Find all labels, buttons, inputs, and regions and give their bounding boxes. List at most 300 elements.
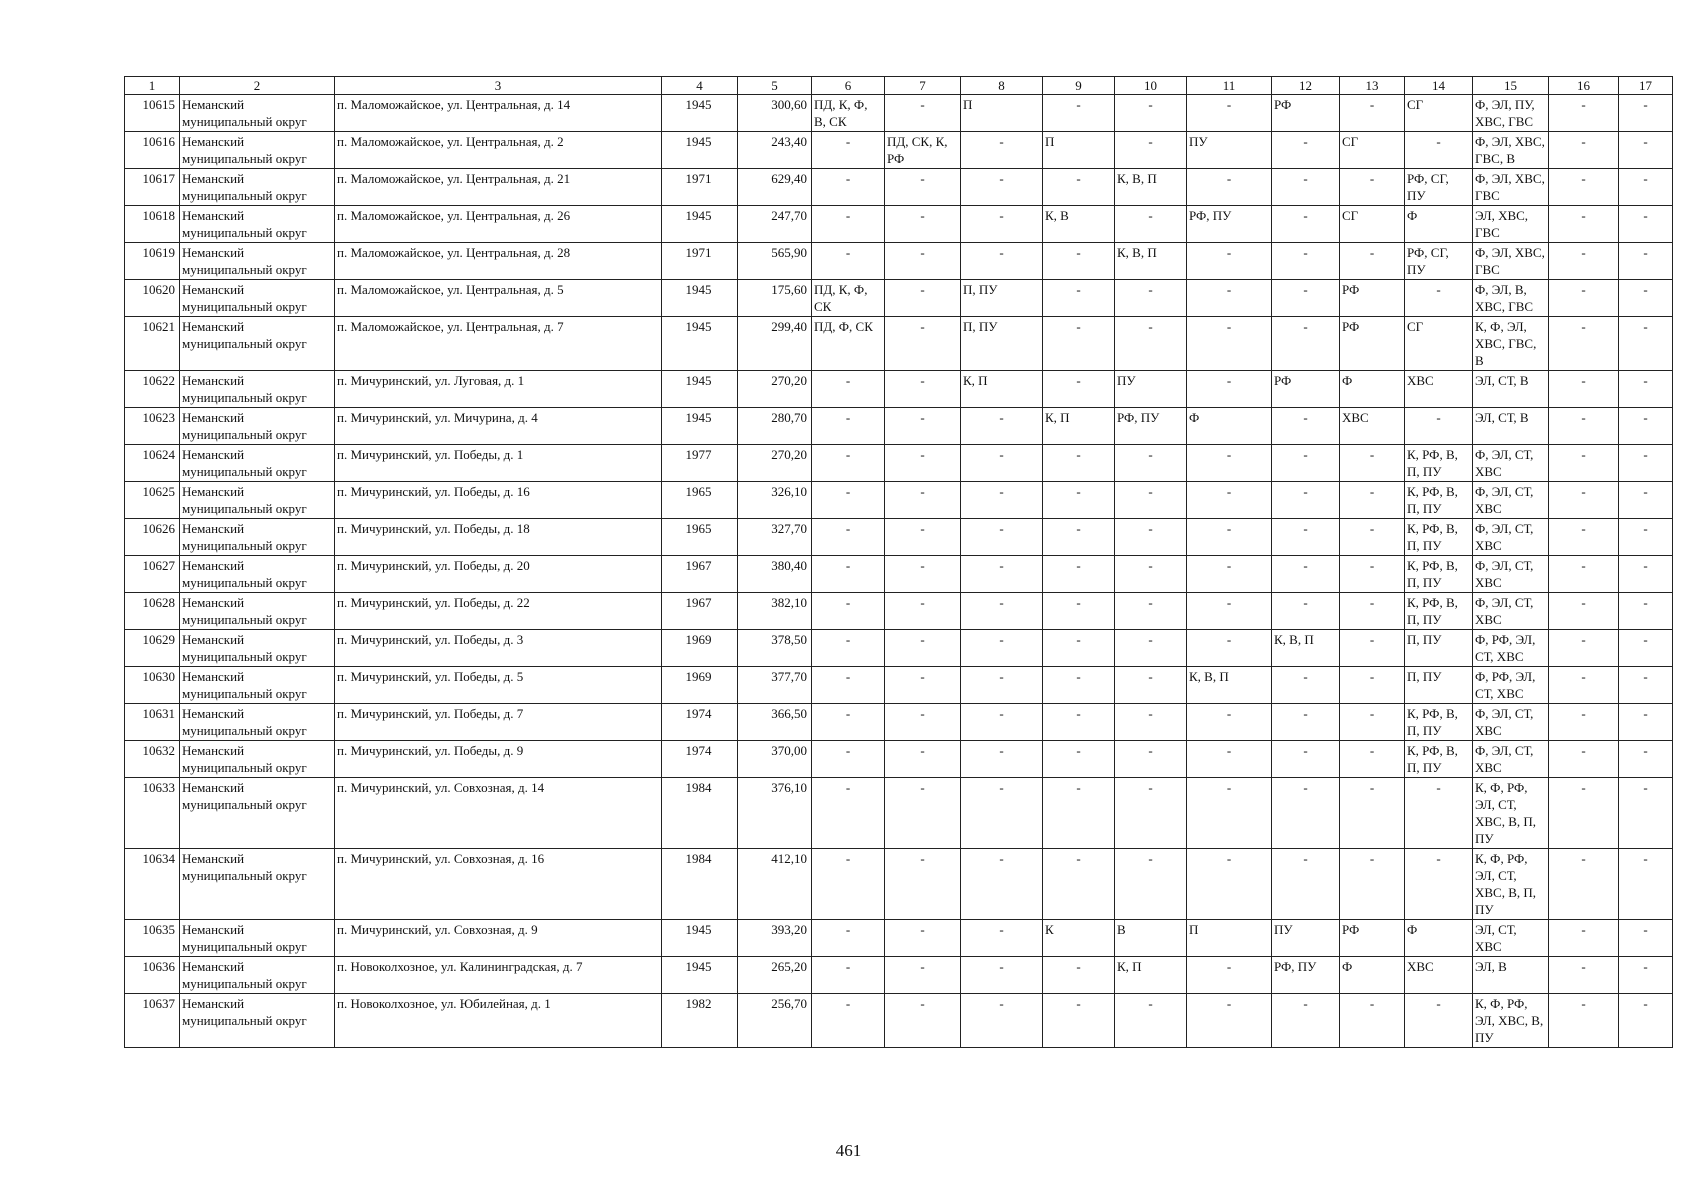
- table-cell: 270,20: [738, 371, 812, 408]
- table-cell: -: [1340, 741, 1405, 778]
- table-cell: -: [812, 132, 885, 169]
- table-cell: п. Новоколхозное, ул. Калининградская, д. 7: [335, 957, 662, 994]
- table-cell: -: [885, 317, 961, 371]
- table-cell: -: [1619, 317, 1673, 371]
- table-cell: П: [1187, 920, 1272, 957]
- table-row: [125, 920, 1673, 957]
- table-cell: -: [1619, 920, 1673, 957]
- table-row: [125, 849, 1673, 920]
- table-cell: -: [1187, 317, 1272, 371]
- table-row: [125, 206, 1673, 243]
- table-cell: 10625: [125, 482, 180, 519]
- table-cell: 1967: [662, 556, 738, 593]
- table-cell: -: [1619, 243, 1673, 280]
- table-row: [125, 556, 1673, 593]
- table-row: [125, 704, 1673, 741]
- table-cell: 377,70: [738, 667, 812, 704]
- table-cell: -: [1043, 704, 1115, 741]
- table-cell: -: [1272, 778, 1340, 849]
- table-cell: -: [1340, 778, 1405, 849]
- table-cell: 1971: [662, 243, 738, 280]
- table-cell: -: [1549, 556, 1619, 593]
- table-cell: -: [1187, 371, 1272, 408]
- table-cell: п. Маломожайское, ул. Центральная, д. 7: [335, 317, 662, 371]
- column-header: 13: [1340, 77, 1405, 95]
- table-cell: п. Мичуринский, ул. Победы, д. 20: [335, 556, 662, 593]
- table-cell: -: [885, 593, 961, 630]
- table-header: [125, 77, 1673, 95]
- table-cell: -: [812, 778, 885, 849]
- table-cell: -: [1187, 778, 1272, 849]
- table-cell: К, Ф, РФ, ЭЛ, СТ, ХВС, В, П, ПУ: [1473, 778, 1549, 849]
- table-cell: -: [812, 243, 885, 280]
- table-cell: -: [1549, 408, 1619, 445]
- table-cell: К, РФ, В, П, ПУ: [1405, 519, 1473, 556]
- table-cell: -: [1272, 994, 1340, 1048]
- table-cell: п. Мичуринский, ул. Совхозная, д. 16: [335, 849, 662, 920]
- table-cell: П, ПУ: [1405, 667, 1473, 704]
- table-cell: Ф, ЭЛ, СТ, ХВС: [1473, 593, 1549, 630]
- table-cell: -: [1549, 482, 1619, 519]
- table-cell: -: [1272, 519, 1340, 556]
- table-cell: -: [961, 593, 1043, 630]
- table-cell: -: [961, 667, 1043, 704]
- table-cell: Неманский муниципальный округ: [180, 132, 335, 169]
- table-cell: Ф, ЭЛ, СТ, ХВС: [1473, 445, 1549, 482]
- table-cell: Неманский муниципальный округ: [180, 741, 335, 778]
- table-cell: -: [1619, 132, 1673, 169]
- table-cell: Неманский муниципальный округ: [180, 957, 335, 994]
- table-cell: -: [1619, 445, 1673, 482]
- table-cell: Ф, ЭЛ, СТ, ХВС: [1473, 482, 1549, 519]
- table-cell: РФ: [1272, 371, 1340, 408]
- table-cell: -: [1272, 169, 1340, 206]
- table-cell: -: [1549, 778, 1619, 849]
- table-cell: -: [1043, 243, 1115, 280]
- table-cell: -: [961, 519, 1043, 556]
- table-cell: -: [812, 371, 885, 408]
- table-cell: 1945: [662, 371, 738, 408]
- table-row: [125, 519, 1673, 556]
- table-cell: П, ПУ: [961, 317, 1043, 371]
- table-cell: Ф: [1340, 957, 1405, 994]
- table-cell: 247,70: [738, 206, 812, 243]
- table-cell: -: [1619, 95, 1673, 132]
- table-cell: 393,20: [738, 920, 812, 957]
- column-header: 5: [738, 77, 812, 95]
- table-cell: -: [1043, 519, 1115, 556]
- table-cell: 10630: [125, 667, 180, 704]
- table-cell: К, П: [1115, 957, 1187, 994]
- table-cell: -: [812, 667, 885, 704]
- table-cell: 270,20: [738, 445, 812, 482]
- table-cell: Неманский муниципальный округ: [180, 408, 335, 445]
- table-cell: -: [1187, 994, 1272, 1048]
- table-cell: -: [885, 704, 961, 741]
- table-cell: -: [812, 169, 885, 206]
- table-cell: п. Мичуринский, ул. Победы, д. 7: [335, 704, 662, 741]
- table-cell: -: [1549, 132, 1619, 169]
- table-cell: 1969: [662, 630, 738, 667]
- table-cell: 175,60: [738, 280, 812, 317]
- table-cell: 10626: [125, 519, 180, 556]
- table-cell: -: [1187, 95, 1272, 132]
- table-cell: -: [961, 741, 1043, 778]
- column-header: 14: [1405, 77, 1473, 95]
- table-cell: -: [1115, 280, 1187, 317]
- table-cell: -: [1619, 169, 1673, 206]
- table-cell: -: [961, 243, 1043, 280]
- table-cell: -: [1043, 371, 1115, 408]
- table-cell: В: [1115, 920, 1187, 957]
- table-cell: -: [1405, 994, 1473, 1048]
- table-cell: 1945: [662, 95, 738, 132]
- column-header: 16: [1549, 77, 1619, 95]
- table-cell: К, В, П: [1115, 243, 1187, 280]
- table-cell: -: [1043, 593, 1115, 630]
- column-header: 8: [961, 77, 1043, 95]
- table-cell: К, В, П: [1115, 169, 1187, 206]
- table-cell: -: [1272, 243, 1340, 280]
- table-cell: -: [1115, 778, 1187, 849]
- table-cell: -: [961, 920, 1043, 957]
- table-cell: -: [1272, 317, 1340, 371]
- table-cell: п. Маломожайское, ул. Центральная, д. 21: [335, 169, 662, 206]
- table-cell: 1984: [662, 849, 738, 920]
- table-cell: СГ: [1405, 317, 1473, 371]
- table-cell: -: [961, 445, 1043, 482]
- table-cell: -: [1043, 445, 1115, 482]
- table-cell: 10622: [125, 371, 180, 408]
- table-cell: -: [1187, 556, 1272, 593]
- table-cell: РФ: [1340, 317, 1405, 371]
- table-cell: Ф: [1187, 408, 1272, 445]
- table-cell: -: [1619, 556, 1673, 593]
- table-cell: -: [1272, 482, 1340, 519]
- table-cell: -: [812, 556, 885, 593]
- table-cell: Ф, РФ, ЭЛ, СТ, ХВС: [1473, 630, 1549, 667]
- table-cell: 366,50: [738, 704, 812, 741]
- table-cell: П: [1043, 132, 1115, 169]
- table-cell: -: [1340, 243, 1405, 280]
- table-cell: ПУ: [1115, 371, 1187, 408]
- header-row: [125, 77, 1673, 95]
- table-row: [125, 95, 1673, 132]
- table-cell: ЭЛ, ХВС, ГВС: [1473, 206, 1549, 243]
- table-cell: Ф, РФ, ЭЛ, СТ, ХВС: [1473, 667, 1549, 704]
- table-cell: ПД, К, Ф, СК: [812, 280, 885, 317]
- table-cell: ХВС: [1340, 408, 1405, 445]
- table-cell: -: [885, 519, 961, 556]
- table-cell: -: [1272, 408, 1340, 445]
- table-cell: 1965: [662, 519, 738, 556]
- table-cell: -: [885, 169, 961, 206]
- table-cell: 10616: [125, 132, 180, 169]
- table-cell: -: [885, 445, 961, 482]
- table-cell: СГ: [1405, 95, 1473, 132]
- table-cell: Неманский муниципальный округ: [180, 317, 335, 371]
- table-cell: -: [1619, 849, 1673, 920]
- table-cell: -: [1549, 243, 1619, 280]
- table-cell: -: [1043, 957, 1115, 994]
- table-cell: 1965: [662, 482, 738, 519]
- table-cell: -: [1043, 280, 1115, 317]
- table-cell: Неманский муниципальный округ: [180, 445, 335, 482]
- table-cell: -: [1619, 206, 1673, 243]
- table-cell: 376,10: [738, 778, 812, 849]
- table-cell: Ф, ЭЛ, ПУ, ХВС, ГВС: [1473, 95, 1549, 132]
- table-cell: -: [1340, 849, 1405, 920]
- table-row: [125, 630, 1673, 667]
- table-cell: -: [1115, 132, 1187, 169]
- table-cell: К, Ф, РФ, ЭЛ, СТ, ХВС, В, П, ПУ: [1473, 849, 1549, 920]
- table-cell: -: [1340, 593, 1405, 630]
- table-cell: Неманский муниципальный округ: [180, 95, 335, 132]
- table-cell: Неманский муниципальный округ: [180, 169, 335, 206]
- table-cell: -: [1549, 630, 1619, 667]
- table-cell: Ф, ЭЛ, ХВС, ГВС, В: [1473, 132, 1549, 169]
- table-cell: 10632: [125, 741, 180, 778]
- table-cell: -: [961, 482, 1043, 519]
- table-cell: -: [1115, 994, 1187, 1048]
- table-cell: п. Маломожайское, ул. Центральная, д. 5: [335, 280, 662, 317]
- table-cell: -: [1043, 741, 1115, 778]
- table-cell: К, РФ, В, П, ПУ: [1405, 482, 1473, 519]
- table-row: [125, 317, 1673, 371]
- table-cell: 10624: [125, 445, 180, 482]
- table-cell: 10628: [125, 593, 180, 630]
- table-cell: К: [1043, 920, 1115, 957]
- table-cell: Неманский муниципальный округ: [180, 593, 335, 630]
- table-cell: -: [1115, 519, 1187, 556]
- table-cell: -: [1405, 778, 1473, 849]
- table-cell: 1945: [662, 280, 738, 317]
- page-number: 461: [835, 1141, 862, 1160]
- table-cell: -: [1549, 741, 1619, 778]
- table-cell: -: [1187, 741, 1272, 778]
- table-cell: РФ: [1340, 280, 1405, 317]
- table-row: [125, 593, 1673, 630]
- table-cell: -: [961, 556, 1043, 593]
- table-cell: -: [1187, 593, 1272, 630]
- table-cell: -: [1187, 849, 1272, 920]
- table-cell: Ф: [1340, 371, 1405, 408]
- table-row: [125, 957, 1673, 994]
- table-cell: РФ, ПУ: [1115, 408, 1187, 445]
- table-cell: ПД, СК, К, РФ: [885, 132, 961, 169]
- data-table: [124, 76, 1673, 1048]
- table-cell: -: [1187, 482, 1272, 519]
- table-cell: -: [1187, 169, 1272, 206]
- table-cell: К, В, П: [1187, 667, 1272, 704]
- table-cell: 1974: [662, 741, 738, 778]
- table-cell: -: [885, 556, 961, 593]
- table-cell: -: [1619, 741, 1673, 778]
- table-cell: 300,60: [738, 95, 812, 132]
- table-cell: -: [1043, 667, 1115, 704]
- table-cell: Неманский муниципальный округ: [180, 920, 335, 957]
- table-cell: К, РФ, В, П, ПУ: [1405, 593, 1473, 630]
- table-cell: -: [1549, 957, 1619, 994]
- table-cell: -: [1115, 849, 1187, 920]
- table-cell: -: [1340, 667, 1405, 704]
- table-cell: -: [961, 206, 1043, 243]
- table-cell: Ф: [1405, 920, 1473, 957]
- table-cell: -: [1272, 593, 1340, 630]
- table-cell: К, РФ, В, П, ПУ: [1405, 556, 1473, 593]
- table-cell: Неманский муниципальный округ: [180, 482, 335, 519]
- table-cell: Неманский муниципальный округ: [180, 206, 335, 243]
- table-cell: РФ: [1272, 95, 1340, 132]
- table-cell: 629,40: [738, 169, 812, 206]
- table-row: [125, 445, 1673, 482]
- table-cell: 10623: [125, 408, 180, 445]
- table-row: [125, 132, 1673, 169]
- table-cell: 256,70: [738, 994, 812, 1048]
- table-cell: 412,10: [738, 849, 812, 920]
- table-cell: 265,20: [738, 957, 812, 994]
- table-cell: -: [961, 849, 1043, 920]
- table-cell: 10629: [125, 630, 180, 667]
- table-cell: -: [1619, 994, 1673, 1048]
- table-cell: Неманский муниципальный округ: [180, 667, 335, 704]
- table-cell: К, РФ, В, П, ПУ: [1405, 704, 1473, 741]
- table-cell: 10615: [125, 95, 180, 132]
- table-cell: п. Мичуринский, ул. Луговая, д. 1: [335, 371, 662, 408]
- table-cell: -: [961, 778, 1043, 849]
- table-row: [125, 408, 1673, 445]
- table-cell: -: [1619, 957, 1673, 994]
- table-cell: -: [1272, 206, 1340, 243]
- table-cell: 1945: [662, 920, 738, 957]
- table-cell: РФ, СГ, ПУ: [1405, 243, 1473, 280]
- table-cell: -: [1187, 630, 1272, 667]
- table-cell: -: [812, 957, 885, 994]
- table-cell: -: [1549, 206, 1619, 243]
- table-cell: 243,40: [738, 132, 812, 169]
- table-cell: -: [1619, 280, 1673, 317]
- table-cell: Ф, ЭЛ, ХВС, ГВС: [1473, 169, 1549, 206]
- table-cell: К, РФ, В, П, ПУ: [1405, 741, 1473, 778]
- table-cell: -: [1187, 704, 1272, 741]
- table-cell: -: [1115, 630, 1187, 667]
- table-cell: -: [1619, 482, 1673, 519]
- column-header: 9: [1043, 77, 1115, 95]
- table-cell: П, ПУ: [1405, 630, 1473, 667]
- table-cell: -: [1549, 920, 1619, 957]
- table-cell: -: [1405, 408, 1473, 445]
- column-header: 15: [1473, 77, 1549, 95]
- column-header: 11: [1187, 77, 1272, 95]
- table-cell: 1984: [662, 778, 738, 849]
- table-cell: п. Мичуринский, ул. Победы, д. 22: [335, 593, 662, 630]
- table-cell: РФ, СГ, ПУ: [1405, 169, 1473, 206]
- table-cell: -: [961, 994, 1043, 1048]
- table-cell: 10633: [125, 778, 180, 849]
- table-cell: -: [1115, 667, 1187, 704]
- table-cell: 1945: [662, 132, 738, 169]
- table-cell: -: [1115, 317, 1187, 371]
- table-cell: -: [1043, 994, 1115, 1048]
- table-cell: -: [1115, 95, 1187, 132]
- column-header: 12: [1272, 77, 1340, 95]
- table-cell: -: [1043, 482, 1115, 519]
- table-cell: П: [961, 95, 1043, 132]
- table-row: [125, 482, 1673, 519]
- table-cell: К, РФ, В, П, ПУ: [1405, 445, 1473, 482]
- table-cell: 1974: [662, 704, 738, 741]
- table-cell: Ф, ЭЛ, ХВС, ГВС: [1473, 243, 1549, 280]
- table-cell: К, П: [1043, 408, 1115, 445]
- table-cell: -: [1272, 280, 1340, 317]
- table-cell: Ф, ЭЛ, В, ХВС, ГВС: [1473, 280, 1549, 317]
- table-cell: -: [1272, 704, 1340, 741]
- table-cell: 10618: [125, 206, 180, 243]
- table-cell: п. Мичуринский, ул. Совхозная, д. 9: [335, 920, 662, 957]
- table-cell: -: [1115, 556, 1187, 593]
- table-cell: РФ, ПУ: [1272, 957, 1340, 994]
- table-cell: -: [1619, 408, 1673, 445]
- table-cell: -: [1340, 994, 1405, 1048]
- table-cell: ПД, К, Ф, В, СК: [812, 95, 885, 132]
- table-cell: Ф, ЭЛ, СТ, ХВС: [1473, 704, 1549, 741]
- table-row: [125, 169, 1673, 206]
- table-cell: -: [1405, 132, 1473, 169]
- table-row: [125, 371, 1673, 408]
- table-cell: п. Мичуринский, ул. Победы, д. 16: [335, 482, 662, 519]
- column-header: 6: [812, 77, 885, 95]
- table-cell: -: [1187, 445, 1272, 482]
- table-cell: -: [1340, 482, 1405, 519]
- table-cell: К, П: [961, 371, 1043, 408]
- table-cell: -: [1340, 704, 1405, 741]
- column-header: 10: [1115, 77, 1187, 95]
- table-cell: ЭЛ, СТ, В: [1473, 371, 1549, 408]
- table-cell: -: [1187, 280, 1272, 317]
- table-cell: 1977: [662, 445, 738, 482]
- table-cell: -: [1549, 445, 1619, 482]
- table-cell: -: [1272, 556, 1340, 593]
- table-cell: 10627: [125, 556, 180, 593]
- table-cell: 1969: [662, 667, 738, 704]
- table-cell: ХВС: [1405, 957, 1473, 994]
- table-cell: Неманский муниципальный округ: [180, 630, 335, 667]
- table-cell: ХВС: [1405, 371, 1473, 408]
- table-cell: ПУ: [1272, 920, 1340, 957]
- table-cell: 10637: [125, 994, 180, 1048]
- table-cell: 10635: [125, 920, 180, 957]
- table-cell: -: [885, 243, 961, 280]
- column-header: 7: [885, 77, 961, 95]
- table-cell: Неманский муниципальный округ: [180, 280, 335, 317]
- table-cell: 299,40: [738, 317, 812, 371]
- table-cell: -: [1405, 849, 1473, 920]
- table-cell: Неманский муниципальный округ: [180, 371, 335, 408]
- table-cell: -: [1619, 778, 1673, 849]
- table-cell: -: [1340, 169, 1405, 206]
- table-cell: ПУ: [1187, 132, 1272, 169]
- table-cell: Неманский муниципальный округ: [180, 849, 335, 920]
- table-cell: -: [1043, 95, 1115, 132]
- table-cell: -: [812, 206, 885, 243]
- table-cell: 280,70: [738, 408, 812, 445]
- table-cell: Неманский муниципальный округ: [180, 519, 335, 556]
- table-cell: -: [812, 593, 885, 630]
- table-cell: Неманский муниципальный округ: [180, 556, 335, 593]
- table-cell: 1945: [662, 317, 738, 371]
- table-cell: -: [1619, 371, 1673, 408]
- table-cell: -: [885, 994, 961, 1048]
